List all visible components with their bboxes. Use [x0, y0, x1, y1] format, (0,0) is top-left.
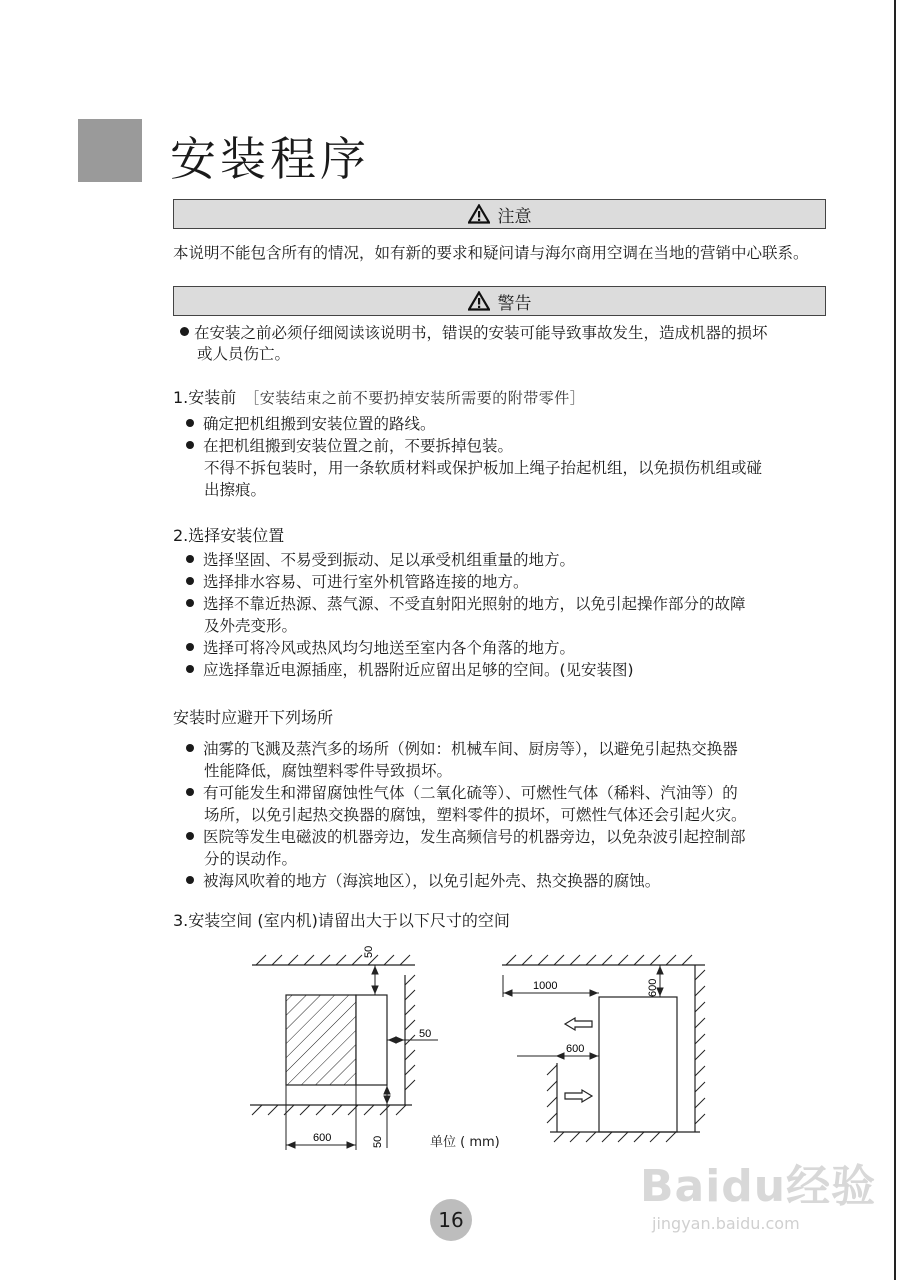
- list-item-text: 选择可将冷风或热风均匀地送至室内各个角落的地方。: [203, 639, 576, 657]
- list-item-text: 选择不靠近热源、蒸气源、不受直射阳光照射的地方，以免引起操作部分的故障: [203, 595, 746, 613]
- list-item-continuation: 不得不拆包装时，用一条软质材料或保护板加上绳子抬起机组，以免损伤机组或碰: [204, 459, 763, 477]
- warning-line-2: 或人员伤亡。: [197, 345, 291, 363]
- right-ceiling: [502, 955, 705, 965]
- list-item-text: 医院等发生电磁波的机器旁边，发生高频信号的机器旁边，以免杂波引起控制部: [203, 828, 746, 846]
- notice-banner: [173, 199, 826, 229]
- list-item-text: 油雾的飞溅及蒸汽多的场所（例如：机械车间、厨房等），以避免引起热交换器: [203, 740, 738, 758]
- list-item-text: 选择坚固、不易受到振动、足以承受机组重量的地方。: [203, 551, 576, 569]
- right-side-dim-label: 600: [566, 1043, 585, 1055]
- bullet-dot-icon: [186, 665, 194, 673]
- list-item: [186, 826, 746, 848]
- list-item: [186, 571, 529, 593]
- section1-heading: [173, 387, 585, 409]
- bullet-dot-icon: [186, 876, 194, 884]
- right-front-dim-label: 1000: [533, 980, 558, 992]
- list-item: [186, 659, 634, 681]
- bullet-dot-icon: [186, 643, 194, 651]
- left-width-dim-label: 600: [313, 1132, 332, 1144]
- warning-banner-label: 警告: [497, 293, 532, 314]
- section1-heading-text: 1.安装前: [173, 388, 237, 407]
- bullet-dot-icon: [186, 832, 194, 840]
- bullet-dot-icon: [186, 744, 194, 752]
- list-item: [186, 435, 513, 457]
- left-bottom-dim-label: 50: [372, 1135, 384, 1148]
- notice-text: 本说明不能包含所有的情况，如有新的要求和疑问请与海尔商用空调在当地的营销中心联系。: [173, 244, 809, 262]
- warning-triangle-icon: [468, 204, 490, 224]
- watermark-url: jingyan.baidu.com: [652, 1214, 800, 1233]
- unit-label: 单位 ( mm): [430, 1135, 500, 1150]
- page-edge-line: [894, 0, 896, 1280]
- section1-note: ［安装结束之前不要扔掉安装所需要的附带零件］: [244, 389, 586, 407]
- left-ceiling: [252, 955, 415, 965]
- air-flow-arrows: [565, 1018, 592, 1102]
- notice-banner-label: 注意: [497, 206, 532, 227]
- warning-line-1: [180, 322, 768, 344]
- list-item-continuation: 分的误动作。: [204, 850, 298, 868]
- list-item: [186, 413, 436, 435]
- list-item-continuation: 及外壳变形。: [204, 617, 298, 635]
- list-item: [186, 782, 738, 804]
- air-in-arrow-icon: [565, 1090, 592, 1102]
- list-item-text: 应选择靠近电源插座，机器附近应留出足够的空间。(见安装图): [203, 661, 634, 679]
- list-item-text: 确定把机组搬到安装位置的路线。: [203, 415, 436, 433]
- left-indoor-unit: [356, 995, 387, 1085]
- warning-triangle-icon: [468, 291, 490, 311]
- right-back-wall: [695, 965, 705, 1132]
- left-top-dim-label: 50: [363, 945, 375, 958]
- bullet-dot-icon: [186, 599, 194, 607]
- section2-heading: 2.选择安装位置: [173, 526, 285, 545]
- list-item-continuation: 场所，以免引起热交换器的腐蚀，塑料零件的损坏，可燃性气体还会引起火灾。: [204, 806, 747, 824]
- watermark: [640, 1150, 876, 1233]
- right-top-dim-label: 600: [647, 978, 659, 997]
- list-item: [186, 593, 746, 615]
- list-item: [186, 738, 738, 760]
- list-item-continuation: 出擦痕。: [204, 481, 267, 499]
- list-item: [186, 549, 575, 571]
- bullet-dot-icon: [186, 419, 194, 427]
- warning-banner: [173, 286, 826, 316]
- list-item: [186, 870, 660, 892]
- list-item: [186, 637, 575, 659]
- bullet-dot-icon: [180, 327, 189, 336]
- bullet-dot-icon: [186, 441, 194, 449]
- air-out-arrow-icon: [565, 1018, 592, 1030]
- installation-space-diagram: [240, 940, 720, 1155]
- watermark-brand: Baidu经验: [640, 1161, 877, 1212]
- page-title: 安装程序: [170, 132, 370, 186]
- list-item-continuation: 性能降低，腐蚀塑料零件导致损坏。: [204, 762, 453, 780]
- bullet-dot-icon: [186, 577, 194, 585]
- right-side-dimension: [517, 1053, 599, 1059]
- left-floor: [250, 1105, 412, 1115]
- list-item-text: 在把机组搬到安装位置之前，不要拆掉包装。: [203, 437, 514, 455]
- warning-line-1-text: 在安装之前必须仔细阅读该说明书，错误的安装可能导致事故发生，造成机器的损坏: [194, 324, 768, 342]
- left-top-dimension: [372, 965, 378, 995]
- right-indoor-unit: [599, 997, 677, 1132]
- left-hatched-area: [286, 995, 356, 1085]
- section-marker-block: [78, 119, 142, 182]
- left-right-dim-label: 50: [419, 1028, 432, 1040]
- avoid-heading: 安装时应避开下列场所: [173, 708, 334, 727]
- list-item-text: 有可能发生和滞留腐蚀性气体（二氧化硫等）、可燃性气体（稀料、汽油等）的: [203, 784, 738, 802]
- section3-heading: 3.安装空间 (室内机)请留出大于以下尺寸的空间: [173, 911, 510, 930]
- bullet-dot-icon: [186, 555, 194, 563]
- page-number: 16: [430, 1199, 472, 1241]
- list-item-text: 选择排水容易、可进行室外机管路连接的地方。: [203, 573, 529, 591]
- left-bottom-dimension: [384, 1085, 390, 1148]
- list-item-text: 被海风吹着的地方（海滨地区），以免引起外壳、热交换器的腐蚀。: [203, 872, 661, 890]
- bullet-dot-icon: [186, 788, 194, 796]
